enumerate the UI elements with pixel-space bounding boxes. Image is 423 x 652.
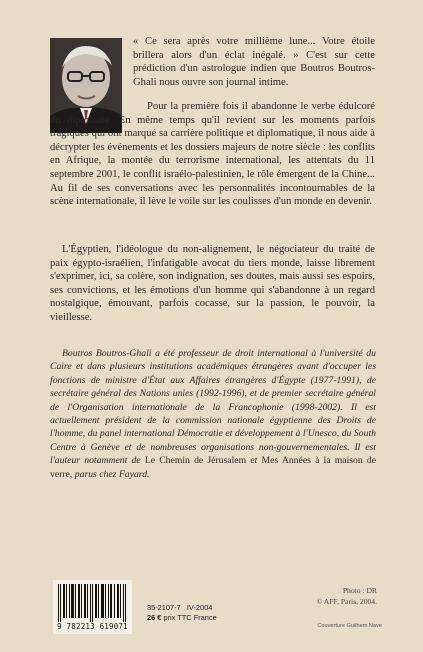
author-biography-text — [50, 347, 376, 481]
isbn-block — [147, 603, 217, 623]
blurb-portrait-text: L'Égyptien, l'idéologue du non-alignement, le négociateur du traité de paix égypto-israélien, l'infatigable avocat du tiers monde, laisse librement s'exprimer, ici, sa colère, son indignation, ses doutes, mais aussi ses espoirs, ses convictions, et les émotions d'un homme qui s'abandonne à un regard nostalgique, émouvant, parfois cocasse, sur la passion, le pouvoir, la vieillesse. — [50, 244, 375, 323]
bio-book-title-1: Le Chemin de Jérusalem — [144, 455, 247, 467]
blurb-intro — [133, 35, 375, 89]
barcode-digits: 9 782213 619071 — [57, 622, 128, 631]
blurb-main-text: Pour la première fois il abandonne le verbe édulcoré du diplomate. En même temps qu'il revient sur les moments parfois tragiques qui ont marqué sa carrière politique et diplomatique, il nous aide à décrypter les événements et les dossiers majeurs de notre siècle : les conflits en Afrique, la montée du terrorisme international, les attentats du 11 septembre 2001, le conflit israélo-palestinien, le rôle émergent de la Chine... Au fil de ses conversations avec les personnalités incontournables de la scène internationale, il lève le voile sur les coulisses d'un monde en devenir. — [50, 101, 375, 208]
barcode — [53, 580, 132, 634]
isbn-code: 35-2107-7 — [147, 603, 181, 612]
blurb-main — [50, 100, 375, 209]
edition-code: IV-2004 — [186, 603, 213, 612]
bio-intro: Boutros Boutros-Ghali a été professeur de droit international à l'université du Caire et dans plusieurs institutions académiques étrangères avant d'occuper les fonctions de ministre d'État aux Affaires étrangères d'Égypte (1977-1991), de secrétaire général des Nations unies (1992-1996), et de premier secrétaire général de l'Organisation internationale de la Francophonie (1998-2002). Il est actuellement président de la commission nationale égyptienne des Droits de l'homme, du panel international Démocratie et développement à l'Unesco, du South Centre à Genève et de nombreuses organisations non-gouvernementales. Il est l'auteur notamment de — [50, 348, 376, 467]
bio-book-title-2: Mes Années à la maison de verre, — [50, 455, 377, 480]
cover-credit: Couverture Guilhem Nave — [317, 623, 382, 629]
bio-end: parus chez Fayard. — [74, 468, 150, 480]
price-label: prix TTC France — [163, 613, 217, 622]
blurb-portrait — [50, 243, 375, 325]
photo-credit: Photo : DR — [342, 586, 377, 595]
barcode-bars — [57, 584, 128, 622]
price-value: 26 € — [147, 613, 162, 622]
photo-credits — [300, 586, 377, 607]
copyright-notice: © AFF, Paris, 2004. — [316, 596, 377, 606]
author-biography — [50, 347, 376, 481]
bio-and: et — [250, 455, 258, 467]
blurb-intro-text: « Ce sera après votre millième lune... Votre étoile brillera alors d'un éclat inégalé. » C'est sur cette prédiction d'un astrologue indien que Boutros Boutros-Ghali nous ouvre son journal intime. — [133, 36, 375, 88]
